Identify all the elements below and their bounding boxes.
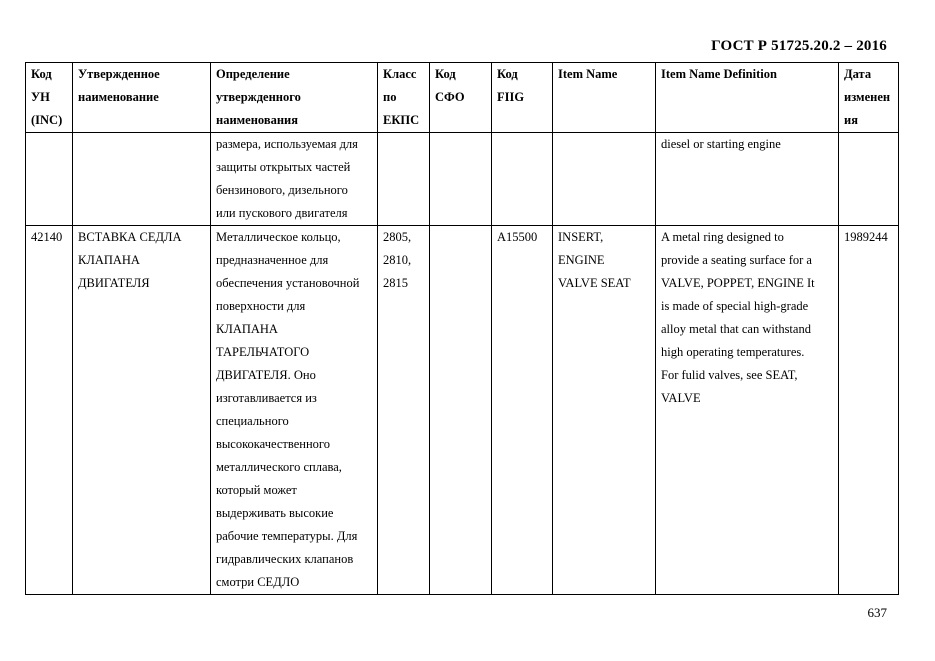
cell-approved-name <box>73 133 211 226</box>
cell-item-name-definition: diesel or starting engine <box>656 133 839 226</box>
cell-class: 2805, 2810, 2815 <box>378 226 430 595</box>
table-header-row <box>26 63 899 133</box>
cell-item-name <box>553 133 656 226</box>
document-standard-header: ГОСТ Р 51725.20.2 – 2016 <box>711 38 887 54</box>
table-row <box>26 226 899 595</box>
header-item-name: Item Name <box>553 63 656 133</box>
cell-definition: Металлическое кольцо, предназначенное для обеспечения установочной поверхности для КЛАПАНА ТАРЕЛЬЧАТОГО ДВИГАТЕЛЯ. Оно изготавливается из специального высококачественного металлического сплава, который может выдерживать высокие рабочие температуры. Для гидравлических клапанов смотри СЕДЛО <box>211 226 378 595</box>
cell-inc-code: 42140 <box>26 226 73 595</box>
cell-item-name: INSERT, ENGINE VALVE SEAT <box>553 226 656 595</box>
table-row <box>26 133 899 226</box>
header-sfo-code: Код СФО <box>430 63 492 133</box>
cell-fiig-code <box>492 133 553 226</box>
cell-change-date <box>839 133 899 226</box>
cell-definition: размера, используемая для защиты открытых частей бензинового, дизельного или пускового двигателя <box>211 133 378 226</box>
cell-fiig-code: A15500 <box>492 226 553 595</box>
page-number: 637 <box>867 605 887 620</box>
header-approved-name: Утвержденное наименование <box>73 63 211 133</box>
cell-item-name-definition: A metal ring designed to provide a seating surface for a VALVE, POPPET, ENGINE It is made of special high-grade alloy metal that can withstand high operating temperatures. For fulid valves, see SEAT, VALVE <box>656 226 839 595</box>
header-fiig-code: Код FIIG <box>492 63 553 133</box>
cell-class <box>378 133 430 226</box>
header-inc-code: Код УН (INC) <box>26 63 73 133</box>
header-class: Класс по ЕКПС <box>378 63 430 133</box>
cell-approved-name: ВСТАВКА СЕДЛА КЛАПАНА ДВИГАТЕЛЯ <box>73 226 211 595</box>
nomenclature-table <box>25 62 899 595</box>
header-item-name-definition: Item Name Definition <box>656 63 839 133</box>
cell-sfo-code <box>430 133 492 226</box>
header-change-date: Дата изменен ия <box>839 63 899 133</box>
header-definition: Определение утвержденного наименования <box>211 63 378 133</box>
cell-inc-code <box>26 133 73 226</box>
cell-sfo-code <box>430 226 492 595</box>
cell-change-date: 1989244 <box>839 226 899 595</box>
